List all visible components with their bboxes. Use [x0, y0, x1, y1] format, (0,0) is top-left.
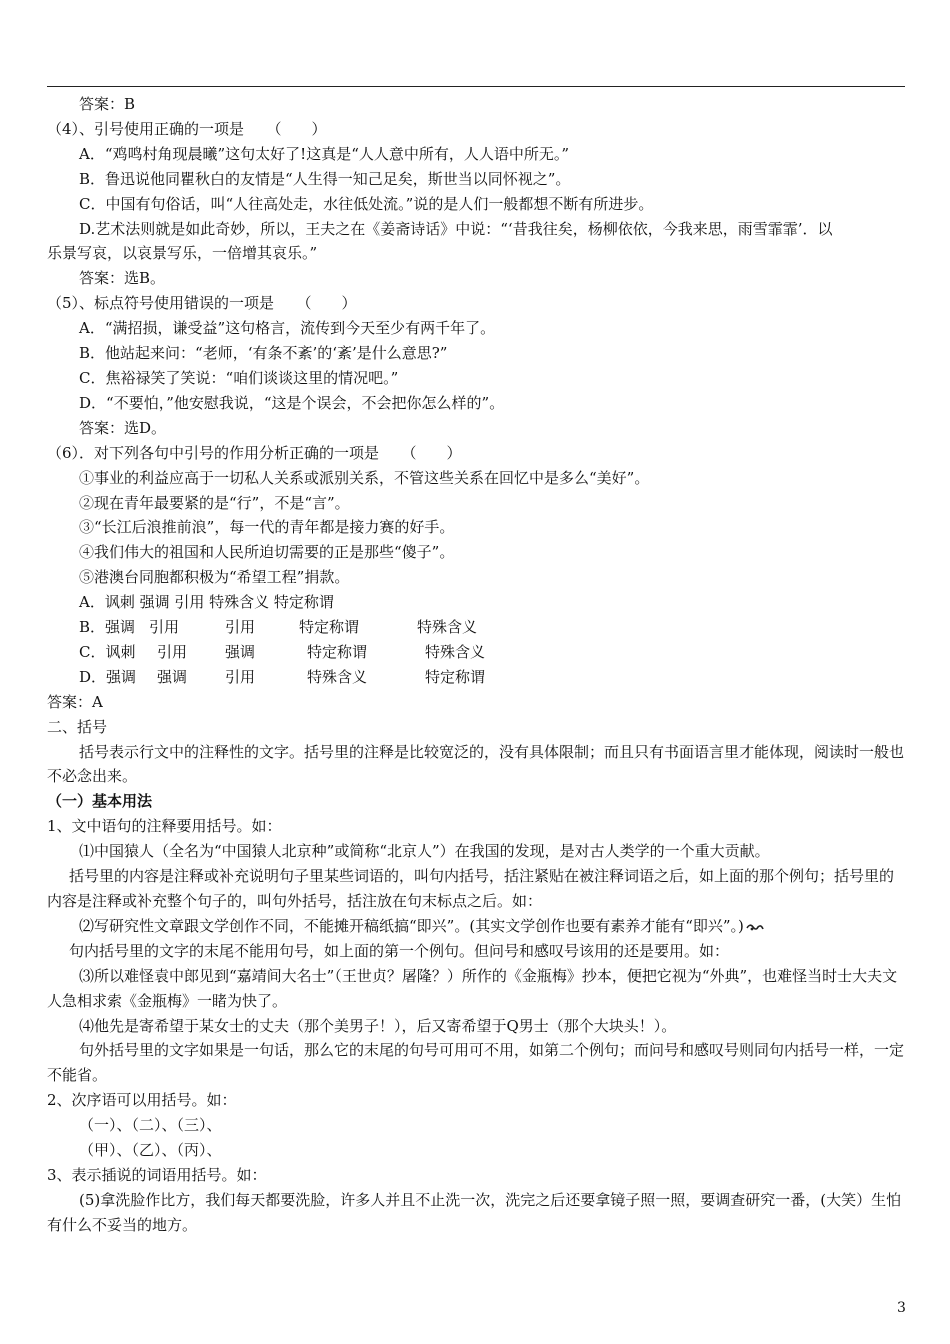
q5-option-c: C．焦裕禄笑了笑说：“咱们谈谈这里的情况吧。”: [79, 368, 399, 387]
q6-option-c-cell: 特定称谓: [307, 642, 368, 661]
q6-sentence-3: ③“长江后浪推前浪”，每一代的青年都是接力赛的好手。: [79, 518, 455, 537]
q4-option-c: C．中国有句俗话，叫“人往高处走，水往低处流。”说的是人们一般都想不断有所进步。: [79, 194, 654, 213]
q6-option-c-cell: C．讽刺: [79, 642, 136, 661]
q5-option-d: D．“不要怕，”他安慰我说，“这是个误会，不会把你怎么样的”。: [79, 393, 505, 412]
example-4: ⑷他先是寄希望于某女士的丈夫（那个美男子！），后又寄希望于Q男士（那个大块头！）。: [79, 1016, 677, 1035]
q6-option-b-cell: 引用: [149, 618, 180, 637]
sequence-example-1: （一）、（二）、（三）、: [79, 1116, 222, 1135]
page-number: 3: [897, 1300, 906, 1316]
q4-answer: 答案：选B。: [79, 269, 166, 288]
q5-option-b: B．他站起来问：“老师，‘有条不紊’的‘紊’是什么意思?”: [79, 344, 448, 363]
section-title: 二、括号: [47, 717, 108, 736]
q6-option-d-cell: 引用: [225, 667, 256, 686]
q6-stem: （6）．对下列各句中引号的作用分析正确的一项是 （ ）: [47, 443, 462, 462]
example-3: ⑶所以难怪袁中郎见到“嘉靖间大名士”（王世贞？屠隆？）所作的《金瓶梅》抄本，便把它视为“外典”，也难怪当时士大夫文人急相求索《金瓶梅》一睹为快了。: [47, 966, 898, 1010]
q5-stem: （5）、标点符号使用错误的一项是 （ ）: [47, 294, 357, 313]
document-body: [47, 92, 905, 1238]
q3-answer: 答案：B: [79, 95, 136, 113]
q6-option-c-cell: 强调: [225, 642, 256, 661]
sequence-example-2: （甲）、（乙）、（丙）、: [79, 1141, 222, 1160]
q6-option-d: [47, 665, 905, 690]
q5-answer: 答案：选D。: [79, 418, 167, 437]
q4-option-a: A．“鸡鸣村角现晨曦”这句太好了!这真是“人人意中所有，人人语中所无。”: [79, 144, 570, 163]
q4-stem: （4）、引号使用正确的一项是 （ ）: [47, 119, 327, 138]
q6-option-c-cell: 引用: [157, 642, 188, 661]
paragraph-1: 括号里的内容是注释或补充说明句子里某些词语的，叫句内括号，括注紧贴在被注释词语之后，如上面的那个例句；括号里的内容是注释或补充整个句子的，叫句外括号，括注放在句末标点之后。如：: [47, 867, 895, 910]
example-2: ⑵写研究性文章跟文学创作不同，不能摊开稿纸搞“即兴”。(其实文学创作也要有素养才能有“即兴”。): [79, 916, 744, 935]
q4-option-d-line2: 乐景写哀，以哀景写乐，一倍增其哀乐。”: [47, 244, 318, 263]
q6-option-b-cell: 特定称谓: [299, 618, 360, 637]
q6-option-d-cell: 特定称谓: [425, 667, 486, 686]
usage-item-1: 1、文中语句的注释要用括号。如：: [47, 817, 282, 836]
example-5: (5)拿洗脸作比方，我们每天都要洗脸，许多人并且不止洗一次，洗完之后还要拿镜子照一照，要调查研究一番，(大笑）生怕有什么不妥当的地方。: [47, 1190, 902, 1234]
usage-item-2: 2、次序语可以用括号。如：: [47, 1091, 237, 1110]
q6-option-b-cell: B．强调: [79, 618, 136, 637]
q6-option-a: A．讽刺 强调 引用 特殊含义 特定称谓: [79, 593, 334, 612]
paragraph-3: 句外括号里的文字如果是一句话，那么它的末尾的句号可用可不用，如第二个例句；而问号和感叹号则同句内括号一样，一定不能省。: [47, 1041, 905, 1085]
q6-option-d-cell: 特殊含义: [307, 667, 368, 686]
q4-option-b: B．鲁迅说他同瞿秋白的友情是“人生得一知己足矣，斯世当以同怀视之”。: [79, 169, 571, 188]
example-2-wrapper: [47, 914, 905, 939]
q6-sentence-5: ⑤港澳台同胞都积极为“希望工程”捐款。: [79, 568, 350, 587]
example-1: ⑴中国猿人（全名为“中国猿人北京种”或简称“北京人”）在我国的发现，是对古人类学的一个重大贡献。: [79, 842, 770, 861]
q6-option-b-cell: 引用: [225, 618, 256, 637]
q6-sentence-4: ④我们伟大的祖国和人民所迫切需要的正是那些“傻子”。: [79, 543, 455, 562]
subsection-title: （一）基本用法: [47, 792, 153, 811]
q5-option-a: A．“满招损，谦受益”这句格言，流传到今天至少有两千年了。: [79, 319, 496, 338]
q6-option-b-cell: 特殊含义: [417, 618, 478, 637]
section-intro: 括号表示行文中的注释性的文字。括号里的注释是比较宽泛的，没有具体限制；而且只有书面语言里才能体现，阅读时一般也不必念出来。: [47, 742, 905, 786]
q6-option-c-cell: 特殊含义: [425, 642, 486, 661]
scribble-mark-icon: [746, 922, 764, 932]
q6-answer: 答案：A: [47, 692, 103, 711]
q6-option-d-cell: 强调: [157, 667, 188, 686]
q6-option-b: [47, 615, 905, 640]
q4-option-d-line1: D.艺术法则就是如此奇妙，所以，王夫之在《姜斋诗话》中说：“‘昔我往矣，杨柳依依，今我来思，雨雪霏霏’．以: [79, 219, 833, 238]
header-rule: [47, 86, 905, 87]
q6-sentence-2: ②现在青年最要紧的是“行”，不是“言”。: [79, 493, 350, 512]
usage-item-3: 3、表示插说的词语用括号。如：: [47, 1165, 267, 1184]
q6-sentence-1: ①事业的利益应高于一切私人关系或派别关系，不管这些关系在回忆中是多么“美好”。: [79, 468, 650, 487]
paragraph-2: 句内括号里的文字的末尾不能用句号，如上面的第一个例句。但问号和感叹号该用的还是要用。如：: [69, 941, 730, 960]
q6-option-c: [47, 640, 905, 665]
q6-option-d-cell: D．强调: [79, 667, 137, 686]
